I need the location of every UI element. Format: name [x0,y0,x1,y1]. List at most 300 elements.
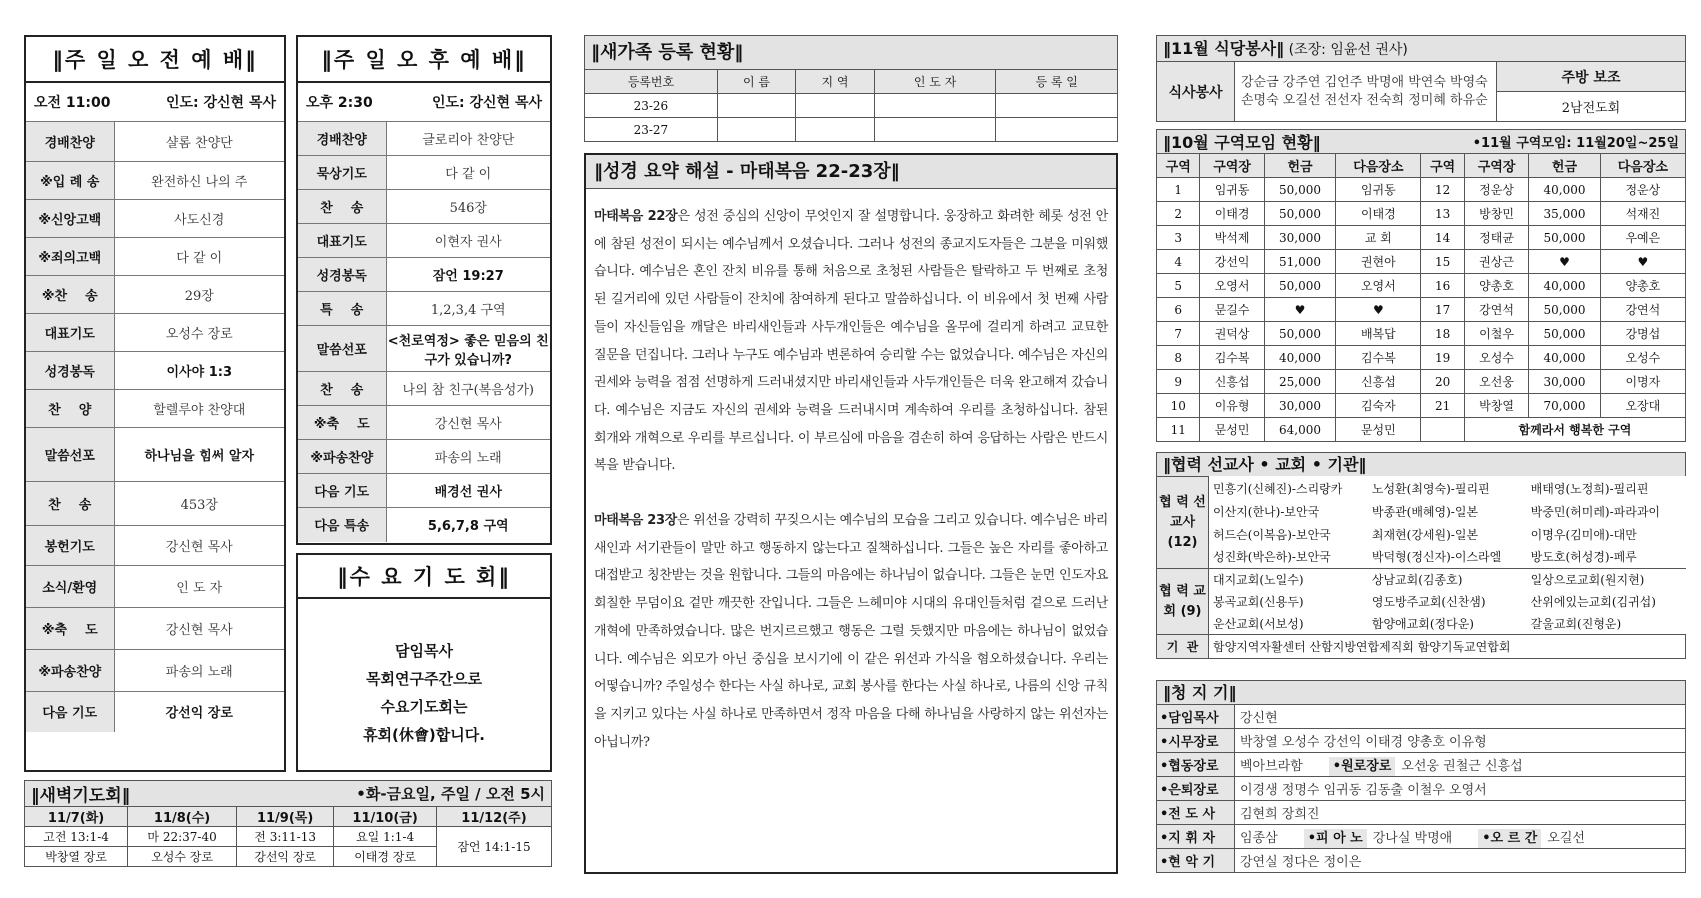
district-cell: 이명자 [1600,370,1685,394]
district-row [1157,226,1686,250]
bible-p2-head: 마태복음 23장 [594,513,678,529]
worship-label: ※축 도 [298,406,386,440]
worship-row [26,428,284,482]
kitchen-assist-value: 2남전도회 [1497,92,1686,122]
district-cell: 이철우 [1464,322,1528,346]
staff-value [1235,825,1686,849]
dawn-passage: 전 3:11-13 [237,827,334,847]
worship-row [26,122,284,162]
kitchen-table [1156,61,1686,122]
org-cell: 함양지역자활센터 산함지방연합제직회 함양기독교연합회 [1209,635,1686,659]
kitchen-title: ‖11월 식당봉사‖ [1163,39,1285,58]
newfamily-empty-cell [796,118,874,142]
morning-time-row [26,83,284,121]
org-row [1157,635,1686,659]
district-cell: 김숙자 [1336,394,1421,418]
mission-table [1156,476,1686,659]
district-cell: 방창민 [1464,202,1528,226]
staff-title: ‖청 지 기‖ [1156,680,1686,704]
district-cell: 문성민 [1336,418,1421,442]
district-cell: 35,000 [1529,202,1601,226]
church-cell: 일상으로교회(원지현) [1527,569,1686,591]
worship-row [26,482,284,526]
staff-table [1156,704,1686,873]
worship-label: 찬 양 [26,390,114,428]
staff-label: •지 휘 자 [1157,825,1235,849]
district-header: 구역장 [1464,154,1528,178]
afternoon-time-row [298,83,550,121]
dawn-day: 11/8(수) [128,807,237,827]
newfamily-empty-cell [717,94,795,118]
worship-label: 말씀선포 [26,428,114,482]
worship-label: ※죄의고백 [26,238,114,276]
church-cell: 함양애교회(정다운) [1371,616,1474,631]
district-cell: 10 [1157,394,1200,418]
worship-value: 이사야 1:3 [114,352,284,390]
worship-value: 강신현 목사 [386,406,550,440]
dawn-passage: 요일 1:1-4 [334,827,437,847]
worship-row [26,200,284,238]
staff-box [1156,680,1686,873]
district-cell: 40,000 [1529,274,1601,298]
worship-row [298,224,550,258]
bible-summary-box [584,153,1118,874]
newfamily-row [585,118,1118,142]
worship-value: 글로리아 찬양단 [386,122,550,156]
district-cell: 강명섭 [1600,322,1685,346]
dawn-table [24,806,552,867]
wednesday-prayer-box [296,553,552,772]
staff-inline-label: •원로장로 [1329,757,1396,776]
newfamily-header: 등 록 일 [996,70,1118,94]
staff-names: 강연실 정다은 정이은 [1240,855,1362,870]
district-cell: 30,000 [1264,394,1336,418]
worship-label: 대표기도 [298,224,386,258]
missionary-cell: 배태영(노정희)-필리핀 [1530,481,1649,496]
district-cell: 박창열 [1464,394,1528,418]
worship-label: ※찬 송 [26,276,114,314]
district-cell: 오영서 [1200,274,1264,298]
worship-label: 말씀선포 [298,326,386,372]
worship-value: 파송의 노래 [114,650,284,692]
staff-row [1157,825,1686,849]
wednesday-line4: 휴회(休會)합니다. [363,726,485,744]
district-cell: 50,000 [1529,322,1601,346]
staff-row [1157,729,1686,753]
worship-label: 소식/환영 [26,566,114,608]
newfamily-number: 23-27 [585,118,718,142]
staff-inline-label: •피 아 노 [1304,829,1367,848]
missionary-row [1157,477,1686,500]
newfamily-number: 23-26 [585,94,718,118]
missionary-cell: 허드슨(이복음)-보안국 [1213,527,1331,542]
missionary-cell: 박중민(허미레)-파라과이 [1530,504,1661,519]
dawn-day: 11/10(금) [334,807,437,827]
missionary-cell: 이명우(김미애)-대만 [1530,527,1637,542]
worship-label: ※파송찬양 [298,440,386,474]
worship-row [298,292,550,326]
district-cell: 3 [1157,226,1200,250]
staff-label: •현 악 기 [1157,849,1235,873]
worship-row [298,474,550,508]
dawn-prayer-box [24,780,552,874]
worship-value: 인 도 자 [114,566,284,608]
missionary-cell: 최재현(강세원)-일본 [1371,527,1479,542]
district-cell: 50,000 [1264,202,1336,226]
worship-row [26,352,284,390]
newfamily-header: 등록번호 [585,70,718,94]
org-label: 기 관 [1157,635,1209,659]
district-cell: 14 [1421,226,1464,250]
district-header: 다음장소 [1336,154,1421,178]
worship-value: 29장 [114,276,284,314]
worship-label: 성경봉독 [26,352,114,390]
district-cell: 우예은 [1600,226,1685,250]
worship-value: 완전하신 나의 주 [114,162,284,200]
dawn-passage: 마 22:37-40 [128,827,237,847]
kitchen-assist-label: 주방 보조 [1497,62,1686,92]
church-cell: 상남교회(김종호) [1368,569,1527,591]
worship-row [298,372,550,406]
newfamily-empty-cell [874,94,996,118]
staff-label: •협동장로 [1157,753,1235,777]
worship-label: ※파송찬양 [26,650,114,692]
district-row [1157,202,1686,226]
staff-names: 박창열 오성수 강선익 이태경 양총호 이유형 [1240,735,1487,750]
district-cell: 7 [1157,322,1200,346]
worship-value: 배경선 권사 [386,474,550,508]
newfamily-row [585,94,1118,118]
missionary-row [1157,500,1686,523]
morning-order-table [26,121,284,732]
worship-row [298,156,550,190]
wednesday-line2: 목회연구주간으로 [366,670,482,688]
worship-label: 성경봉독 [298,258,386,292]
morning-leader: 인도: 강신현 목사 [165,95,276,111]
district-cell: 8 [1157,346,1200,370]
worship-row [298,326,550,372]
district-cell: 권상근 [1464,250,1528,274]
kitchen-leader: (조장: 임윤선 권사) [1288,42,1408,58]
church-cell: 영도방주교회(신찬샘) [1371,595,1486,609]
district-cell: 5 [1157,274,1200,298]
district-cell: 신흥섭 [1336,370,1421,394]
staff-value [1235,801,1686,825]
district-header-row [1157,154,1686,178]
district-cell: 19 [1421,346,1464,370]
dawn-passage-row [25,827,552,847]
district-header: 구역 [1421,154,1464,178]
staff-label: •시무장로 [1157,729,1235,753]
district-row [1157,178,1686,202]
district-cell: 오장대 [1600,394,1685,418]
dawn-day: 11/7(화) [25,807,128,827]
district-cell: 정태균 [1464,226,1528,250]
newfamily-header: 인 도 자 [874,70,996,94]
district-row [1157,418,1686,442]
district-header: 헌금 [1529,154,1601,178]
district-cell: 정운상 [1464,178,1528,202]
district-cell: 30,000 [1529,370,1601,394]
bible-paragraph-23 [594,507,1108,756]
newfamily-title: ‖새가족 등록 현황‖ [584,35,1118,69]
staff-label: •담임목사 [1157,705,1235,729]
missionary-cell: 노성환(최영숙)-필리핀 [1371,481,1490,496]
district-cell: 문성민 [1200,418,1264,442]
church-cell: 대지교회(노일수) [1209,569,1368,591]
dawn-header [24,780,552,806]
dawn-leader: 박창열 장로 [25,847,128,867]
district-row [1157,394,1686,418]
district-cell: 오성수 [1600,346,1685,370]
staff-value [1235,729,1686,753]
missionary-row [1157,523,1686,546]
afternoon-worship-box [296,35,552,545]
district-header: 다음장소 [1600,154,1685,178]
district-cell: 오영서 [1336,274,1421,298]
district-header: 구역 [1157,154,1200,178]
staff-names: 임종삼 [1240,831,1278,846]
dawn-passage: 고전 13:1-4 [25,827,128,847]
mission-box [1156,452,1686,659]
newfamily-empty-cell [717,118,795,142]
worship-value: 다 같 이 [386,156,550,190]
worship-value: <천로역정> 좋은 믿음의 친구가 있습니까? [386,326,550,372]
worship-value: 사도신경 [114,200,284,238]
church-cell: 갈울교회(진형운) [1530,616,1622,631]
worship-label: 다음 특송 [298,508,386,542]
kitchen-names: 강순금 강주연 김언주 박명애 박연숙 박영숙 손명숙 오길선 전선자 전숙희 정미혜 하유순 [1235,62,1497,122]
district-row [1157,322,1686,346]
worship-value: 546장 [386,190,550,224]
newfamily-empty-cell [874,118,996,142]
dawn-title: ‖새벽기도회‖ [31,786,131,806]
worship-label: 찬 송 [298,372,386,406]
missionary-cell: 성진화(박은하)-보안국 [1213,550,1331,565]
district-cell: 6 [1157,298,1200,322]
staff-names: 벡아브라함 [1240,759,1303,774]
worship-value: 나의 참 친구(복음성가) [386,372,550,406]
district-cell: 임귀동 [1200,178,1264,202]
district-cell: 강연석 [1464,298,1528,322]
district-cell: 강선익 [1200,250,1264,274]
worship-row [26,238,284,276]
dawn-day: 11/12(주) [436,807,551,827]
worship-row [298,440,550,474]
district-cell: 13 [1421,202,1464,226]
staff-row [1157,777,1686,801]
district-cell: 18 [1421,322,1464,346]
worship-label: 경배찬양 [298,122,386,156]
worship-row [298,122,550,156]
worship-label: 다음 기도 [298,474,386,508]
district-cell: ♥ [1529,250,1601,274]
district-cell: 51,000 [1264,250,1336,274]
district-cell: 25,000 [1264,370,1336,394]
newfamily-header: 이 름 [717,70,795,94]
district-cell: ♥ [1336,298,1421,322]
district-cell: 50,000 [1264,178,1336,202]
district-cell: 50,000 [1264,322,1336,346]
district-cell: 20 [1421,370,1464,394]
district-cell: 배복답 [1336,322,1421,346]
missionary-row [1157,546,1686,569]
dawn-schedule: •화-금요일, 주일 / 오전 5시 [356,785,545,803]
newfamily-header-row [585,70,1118,94]
district-cell: 석재진 [1600,202,1685,226]
worship-row [298,258,550,292]
newfamily-empty-cell [996,118,1118,142]
district-row [1157,250,1686,274]
staff-value [1235,849,1686,873]
dawn-day: 11/9(목) [237,807,334,827]
church-cell: 산위에있는교회(김귀섭) [1530,595,1656,609]
kitchen-label: 식사봉사 [1157,62,1235,122]
worship-value: 할렐루야 찬양대 [114,390,284,428]
staff-names: 강신현 [1240,711,1278,726]
dawn-leader: 오성수 장로 [128,847,237,867]
worship-value: 다 같 이 [114,238,284,276]
mission-title: ‖협력 선교사 • 교회 • 기관‖ [1156,452,1686,476]
bible-p2-text: 은 위선을 강력히 꾸짖으시는 예수님의 모습을 그리고 있습니다. 예수님은 바리새인과 서기관들이 말만 하고 행동하지 않는다고 질책하십니다. 그들은 높은 자리를 좋아하고 대접받고 칭찬받는 것을 원합니다. 그들의 마음에는 하나님이 없습니다. 그들은 눈먼 인도자요 회칠한 무덤이요 겉만 깨끗한 잔입니다. 그들은 느헤미야 시대의 유대인들처럼 겉으로 드러난 개혁에 만족하였습니다. 많은 번지르르했고 행동은 그럴 듯했지만 마음에는 하나님이 없었습니다. 예수님은 외모가 아닌 중심을 보시기에 이 같은 위선과 가식을 혐오하셨습니다. 우리는 어떻습니까? 주일성수 한다는 사실 하나로, 교회 봉사를 한다는 사실 하나로, 나름의 신앙 규칙을 지키고 있다는 사실 하나로 만족하면서 정작 마음을 다해 하나님을 사랑하지 않는 위선자는 아닙니까? [594,513,1108,750]
district-cell: 2 [1157,202,1200,226]
district-row [1157,346,1686,370]
wednesday-title: ‖수 요 기 도 회‖ [298,555,550,599]
district-header: 구역장 [1200,154,1264,178]
worship-row [298,190,550,224]
staff-value [1235,753,1686,777]
district-cell: 21 [1421,394,1464,418]
worship-value: 오성수 장로 [114,314,284,352]
church-label: 협 력 교 회 (9) [1157,569,1209,635]
district-cell: 권현아 [1336,250,1421,274]
district-cell: 교 회 [1336,226,1421,250]
district-cell: 오선웅 [1464,370,1528,394]
staff-inline-label: •오 르 간 [1478,829,1541,848]
staff-inline-names: 오선웅 권철근 신흥섭 [1401,759,1523,774]
missionary-cell: 박종관(배혜영)-일본 [1371,504,1479,519]
district-cell: 70,000 [1529,394,1601,418]
district-cell: ♥ [1264,298,1336,322]
worship-row [26,692,284,732]
worship-row [298,508,550,542]
staff-row [1157,753,1686,777]
newfamily-table [584,69,1118,142]
district-cell: 정운상 [1600,178,1685,202]
staff-value [1235,705,1686,729]
worship-row [26,650,284,692]
worship-value: 이현자 권사 [386,224,550,258]
district-cell: 김수복 [1200,346,1264,370]
wednesday-notice [298,599,550,749]
worship-value: 강신현 목사 [114,608,284,650]
worship-label: 찬 송 [26,482,114,526]
morning-worship-box [24,35,286,772]
district-cell: 12 [1421,178,1464,202]
district-cell: 40,000 [1529,178,1601,202]
district-row [1157,274,1686,298]
church-row [1157,569,1686,591]
staff-inline-names: 강나실 박명애 [1372,831,1453,846]
worship-label: ※입 례 송 [26,162,114,200]
worship-value: 1,2,3,4 구역 [386,292,550,326]
staff-inline-names: 오길선 [1547,831,1585,846]
district-cell: 임귀동 [1336,178,1421,202]
kitchen-service-box [1156,35,1686,122]
church-row [1157,591,1686,613]
staff-label: •전 도 사 [1157,801,1235,825]
bible-p1-text: 은 성전 중심의 신앙이 무엇인지 잘 설명합니다. 웅장하고 화려한 헤롯 성전 안에 참된 성전이 되시는 예수님께서 오셨습니다. 그러나 성전의 종교지도자들은 그분을 미워했습니다. 예수님은 혼인 잔치 비유를 통해 처음으로 초청된 사람들은 탈락하고 두 번째로 초청된 길거리에 있던 사람들이 잔치에 참여하게 된다고 말씀하십니다. 이 비유에서 첫 번째 사람들이 자신들임을 깨달은 바리새인들과 사두개인들은 예수님을 올무에 걸리게 하려고 교묘한 질문을 던집니다. 그러나 누구도 예수님과 변론하여 승리할 수는 없었습니다. 예수님은 자신의 권세와 능력을 점점 선명하게 드러내셨지만 바리새인들과 사두개인들은 더욱 완고해져 갔습니다. 예수님은 지금도 자신의 권세와 능력을 드러내시며 계속하여 우리를 초청하십니다. 참된 회개와 개혁으로 우리를 부르십니다. 이 부르심에 마음을 겸손히 하여 응답하는 사람은 반드시 복을 받습니다. [594,209,1108,474]
church-cell: 운산교회(서보성) [1213,616,1304,631]
district-empty-cell [1421,418,1464,442]
district-cell: 15 [1421,250,1464,274]
district-cell: 64,000 [1264,418,1336,442]
missionary-cell: 이산지(한나)-보안국 [1213,504,1320,519]
district-cell: 오성수 [1464,346,1528,370]
district-cell: 문길수 [1200,298,1264,322]
missionary-cell: 민흥기(신혜진)-스리랑카 [1213,481,1343,496]
church-cell: 봉곡교회(신용두) [1213,595,1304,609]
worship-label: 대표기도 [26,314,114,352]
worship-row [26,390,284,428]
staff-row [1157,801,1686,825]
staff-names: 김현희 장희진 [1240,807,1320,822]
dawn-leader: 강선익 장로 [237,847,334,867]
district-table [1156,153,1686,442]
missionary-label: 협 력 선교사 (12) [1157,477,1209,569]
bible-summary-body [586,189,1116,756]
missionary-cell: 박덕형(정신자)-이스라엘 [1371,550,1502,565]
district-cell: 이태경 [1336,202,1421,226]
staff-label: •은퇴장로 [1157,777,1235,801]
district-cell: 50,000 [1529,226,1601,250]
district-cell: 양총호 [1464,274,1528,298]
district-cell: 김수복 [1336,346,1421,370]
church-row [1157,613,1686,635]
district-cell: 1 [1157,178,1200,202]
worship-row [26,566,284,608]
district-cell: 이태경 [1200,202,1264,226]
district-title: ‖10월 구역모임 현황‖ [1163,133,1321,152]
worship-label: 경배찬양 [26,122,114,162]
worship-row [26,608,284,650]
district-cell: 40,000 [1529,346,1601,370]
district-cell: 양총호 [1600,274,1685,298]
morning-worship-title: ‖주 일 오 전 예 배‖ [26,37,284,83]
worship-value: 파송의 노래 [386,440,550,474]
newfamily-empty-cell [796,94,874,118]
staff-row [1157,705,1686,729]
staff-names: 이경생 정명수 임귀동 김동출 이철우 오영서 [1240,783,1487,798]
missionary-cell: 방도호(허성경)-페루 [1530,550,1637,565]
district-footer: 함께라서 행복한 구역 [1464,418,1685,442]
worship-label: ※신앙고백 [26,200,114,238]
district-cell: 11 [1157,418,1200,442]
worship-label: 찬 송 [298,190,386,224]
worship-row [26,162,284,200]
district-header [1156,129,1686,153]
worship-value: 하나님을 힘써 알자 [114,428,284,482]
district-row [1157,298,1686,322]
afternoon-order-table [298,121,550,542]
worship-row [298,406,550,440]
worship-row [26,526,284,566]
district-row [1157,370,1686,394]
worship-label: 다음 기도 [26,692,114,732]
district-next: •11월 구역모임: 11월20일~25일 [1472,136,1679,151]
district-box [1156,129,1686,442]
worship-label: 특 송 [298,292,386,326]
